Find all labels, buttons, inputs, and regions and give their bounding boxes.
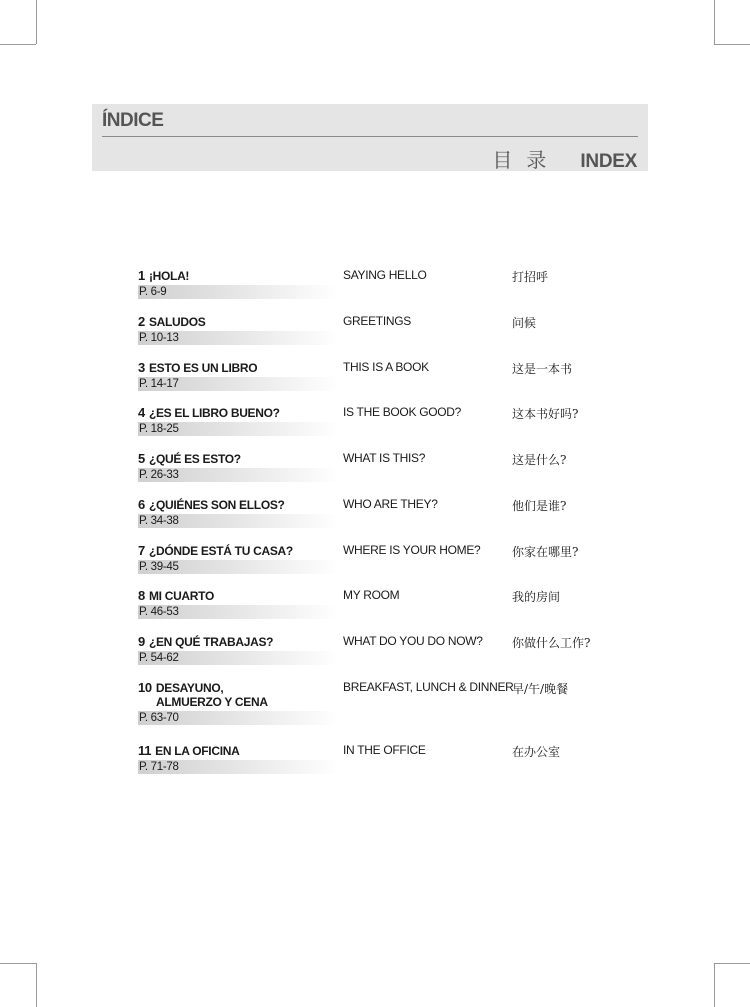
entry-chinese: 我的房间	[512, 590, 561, 604]
entry-number: 10	[138, 680, 152, 695]
crop-mark	[714, 44, 750, 45]
entry-english: WHO ARE THEY?	[343, 497, 438, 511]
entry-number: 7	[138, 543, 145, 558]
index-entry	[138, 405, 618, 436]
entry-spanish-title: SALUDOS	[148, 315, 206, 329]
entry-number: 2	[138, 314, 145, 329]
entry-spanish-title: DESAYUNO,	[155, 681, 224, 695]
entry-spanish-title-line2: ALMUERZO Y CENA	[156, 695, 268, 709]
header-rule	[102, 136, 638, 137]
index-entry	[138, 680, 618, 725]
entry-page-range: P. 34-38	[138, 514, 339, 528]
crop-mark	[0, 963, 36, 964]
entry-chinese: 这是什么?	[512, 453, 567, 467]
crop-mark	[714, 963, 750, 964]
entry-page-range: P. 26-33	[138, 468, 339, 482]
title-english: INDEX	[580, 151, 637, 172]
entry-english: WHERE IS YOUR HOME?	[343, 543, 481, 557]
entry-spanish	[138, 360, 257, 375]
entry-spanish	[138, 743, 239, 758]
entry-spanish	[138, 314, 206, 329]
index-entry	[138, 634, 618, 665]
index-entry	[138, 543, 618, 574]
entry-page-range: P. 63-70	[138, 711, 339, 725]
index-entry	[138, 497, 618, 528]
entry-page-range: P. 54-62	[138, 651, 339, 665]
entry-number: 8	[138, 588, 145, 603]
entry-spanish-title: ¿ES EL LIBRO BUENO?	[148, 406, 280, 420]
index-entry	[138, 268, 618, 299]
entry-page-range: P. 46-53	[138, 605, 339, 619]
index-entry	[138, 588, 618, 619]
entry-spanish	[138, 680, 268, 709]
index-entry	[138, 360, 618, 391]
entry-page-range: P. 18-25	[138, 422, 339, 436]
entry-spanish	[138, 405, 280, 420]
entry-chinese: 打招呼	[512, 270, 549, 284]
entry-spanish	[138, 588, 214, 603]
entry-spanish-title: MI CUARTO	[148, 589, 215, 603]
entry-page-range: P. 39-45	[138, 560, 339, 574]
entry-spanish	[138, 543, 293, 558]
title-right-group	[492, 144, 637, 173]
entry-chinese: 问候	[512, 316, 537, 330]
entry-spanish	[138, 634, 273, 649]
entry-page-range: P. 10-13	[138, 331, 339, 345]
entry-number: 6	[138, 497, 145, 512]
entry-spanish-title: ¿EN QUÉ TRABAJAS?	[148, 635, 274, 649]
entry-page-range: P. 6-9	[138, 285, 339, 299]
entry-chinese: 早/午/晚餐	[512, 682, 569, 696]
entry-number: 3	[138, 360, 145, 375]
entry-spanish-title: ¡HOLA!	[148, 269, 190, 283]
entry-page-range: P. 71-78	[138, 760, 339, 774]
entry-english: IS THE BOOK GOOD?	[343, 405, 462, 419]
entry-english: WHAT DO YOU DO NOW?	[343, 634, 483, 648]
entry-number: 4	[138, 405, 145, 420]
entry-spanish-title: ¿QUÉ ES ESTO?	[148, 452, 241, 466]
index-header	[92, 104, 648, 171]
entry-english: IN THE OFFICE	[343, 743, 426, 757]
entry-spanish-title: ¿QUIÉNES SON ELLOS?	[148, 498, 285, 512]
title-chinese: 目录	[492, 148, 561, 172]
entry-chinese: 你家在哪里?	[512, 545, 579, 559]
crop-mark	[36, 963, 37, 1007]
entry-chinese: 在办公室	[512, 745, 561, 759]
entry-chinese: 这本书好吗?	[512, 407, 579, 421]
entry-spanish	[138, 497, 285, 512]
entry-number: 1	[138, 268, 145, 283]
entry-english: BREAKFAST, LUNCH & DINNER	[343, 680, 514, 694]
entry-spanish	[138, 268, 189, 283]
index-entry	[138, 314, 618, 345]
entry-english: MY ROOM	[343, 588, 400, 602]
entry-spanish-title: ESTO ES UN LIBRO	[148, 361, 258, 375]
crop-mark	[36, 0, 37, 44]
entry-spanish-title: EN LA OFICINA	[155, 744, 240, 758]
entry-english: THIS IS A BOOK	[343, 360, 429, 374]
entry-number: 9	[138, 634, 145, 649]
entry-chinese: 你做什么工作?	[512, 636, 591, 650]
crop-mark	[0, 44, 36, 45]
entry-chinese: 这是一本书	[512, 362, 573, 376]
entry-number: 11	[138, 743, 152, 758]
entry-english: WHAT IS THIS?	[343, 451, 426, 465]
entry-spanish-title: ¿DÓNDE ESTÁ TU CASA?	[148, 544, 293, 558]
index-entry	[138, 451, 618, 482]
entry-english: SAYING HELLO	[343, 268, 427, 282]
title-spanish: ÍNDICE	[102, 110, 164, 131]
index-entry	[138, 743, 618, 774]
crop-mark	[714, 0, 715, 44]
entry-chinese: 他们是谁?	[512, 499, 567, 513]
entry-page-range: P. 14-17	[138, 377, 339, 391]
entry-spanish	[138, 451, 241, 466]
entry-number: 5	[138, 451, 145, 466]
crop-mark	[714, 963, 715, 1007]
entry-english: GREETINGS	[343, 314, 411, 328]
